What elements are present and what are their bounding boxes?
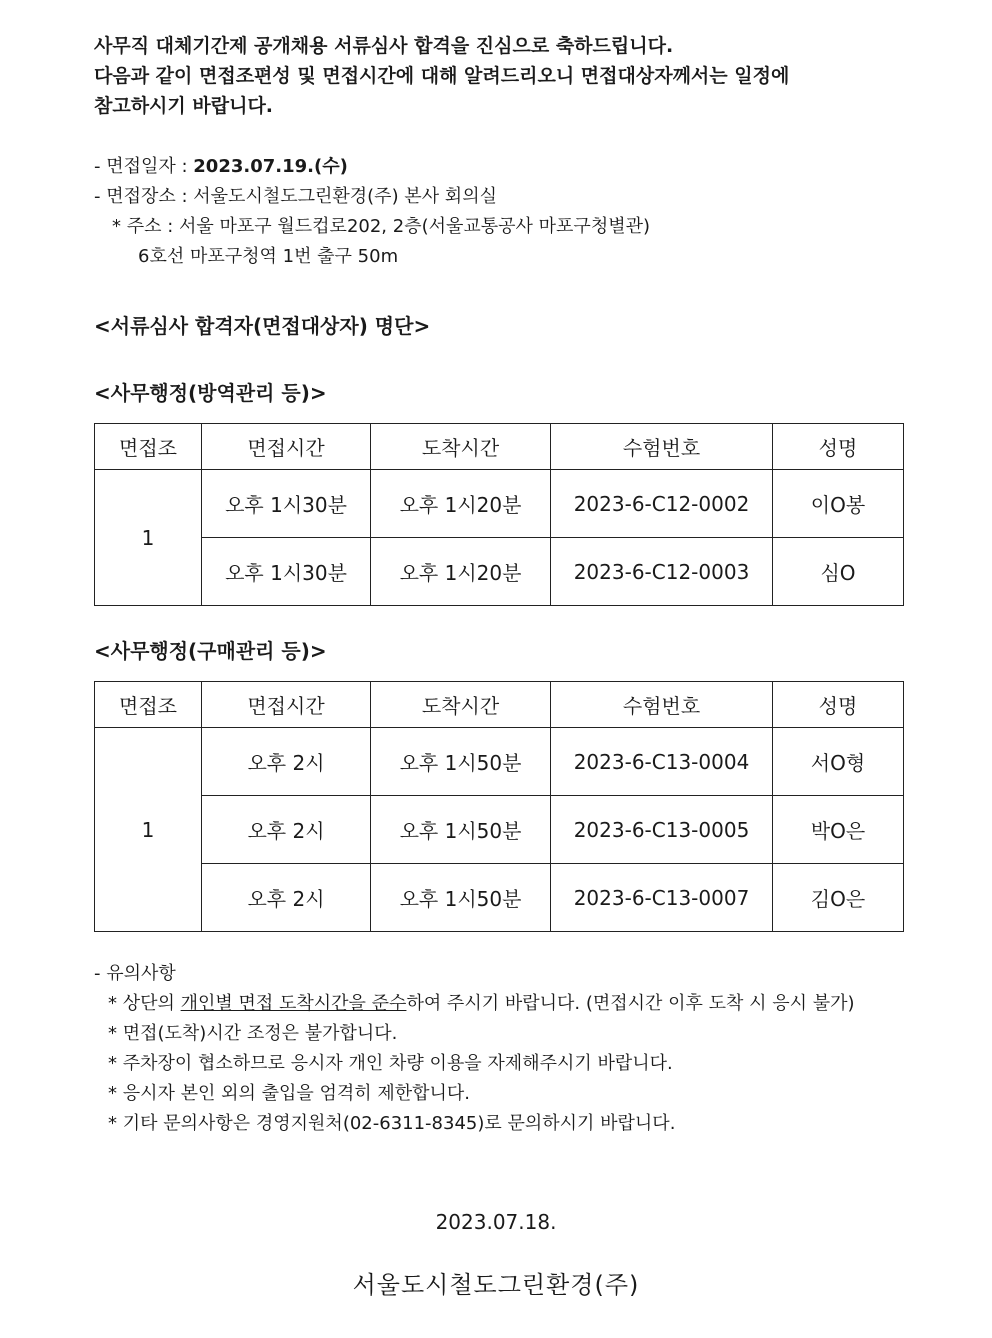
interview-date-label: - 면접일자 : xyxy=(94,156,194,177)
table-row xyxy=(95,538,904,606)
arrival-cell: 오후 1시50분 xyxy=(371,864,551,932)
col-header-name: 성명 xyxy=(773,424,904,470)
interview-address: * 주소 : 서울 마포구 월드컵로202, 2층(서울교통공사 마포구청별관) xyxy=(112,216,651,237)
col-header-name: 성명 xyxy=(773,682,904,728)
table-row xyxy=(95,864,904,932)
intro-line-3: 참고하시기 바랍니다. xyxy=(94,95,274,117)
list-title: <서류심사 합격자(면접대상자) 명단> xyxy=(94,314,431,338)
interview-directions: 6호선 마포구청역 1번 출구 50m xyxy=(138,246,399,267)
note-item: * 주차장이 협소하므로 응시자 개인 차량 이용을 자제해주시기 바랍니다. xyxy=(108,1053,673,1074)
intro-text xyxy=(94,31,914,121)
table-row xyxy=(95,728,904,796)
arrival-cell: 오후 1시20분 xyxy=(371,538,551,606)
table-row xyxy=(95,470,904,538)
interview-info xyxy=(94,152,650,272)
interview-place: - 면접장소 : 서울도시철도그린환경(주) 본사 회의실 xyxy=(94,186,497,207)
time-cell: 오후 2시 xyxy=(202,864,371,932)
table-purchasing xyxy=(94,681,904,932)
table-disinfection xyxy=(94,423,904,606)
number-cell: 2023-6-C13-0005 xyxy=(551,796,773,864)
time-cell: 오후 1시30분 xyxy=(202,470,371,538)
note-1-suffix: 하여 주시기 바랍니다. (면접시간 이후 도착 시 응시 불가) xyxy=(406,993,855,1014)
col-header-arrival: 도착시간 xyxy=(371,424,551,470)
note-item xyxy=(94,989,904,1019)
notes-section xyxy=(94,959,904,1139)
name-cell: 이O봉 xyxy=(773,470,904,538)
table1-title: <사무행정(방역관리 등)> xyxy=(94,381,327,405)
company-name: 서울도시철도그린환경(주) xyxy=(352,1271,640,1299)
note-item: * 응시자 본인 외의 출입을 엄격히 제한합니다. xyxy=(108,1083,471,1104)
note-1-underlined: 개인별 면접 도착시간을 준수 xyxy=(180,993,407,1014)
col-header-group: 면접조 xyxy=(95,424,202,470)
table2-title: <사무행정(구매관리 등)> xyxy=(94,639,327,663)
col-header-number: 수험번호 xyxy=(551,682,773,728)
intro-line-1: 사무직 대체기간제 공개채용 서류심사 합격을 진심으로 축하드립니다. xyxy=(94,35,674,57)
col-header-arrival: 도착시간 xyxy=(371,682,551,728)
note-item: * 면접(도착)시간 조정은 불가합니다. xyxy=(108,1023,398,1044)
number-cell: 2023-6-C12-0002 xyxy=(551,470,773,538)
time-cell: 오후 1시30분 xyxy=(202,538,371,606)
name-cell: 심O xyxy=(773,538,904,606)
col-header-group: 면접조 xyxy=(95,682,202,728)
intro-line-2: 다음과 같이 면접조편성 및 면접시간에 대해 알려드리오니 면접대상자께서는 일정에 xyxy=(94,65,790,87)
table-row xyxy=(95,796,904,864)
interview-date xyxy=(94,152,650,182)
col-header-time: 면접시간 xyxy=(202,682,371,728)
col-header-time: 면접시간 xyxy=(202,424,371,470)
number-cell: 2023-6-C13-0004 xyxy=(551,728,773,796)
time-cell: 오후 2시 xyxy=(202,796,371,864)
name-cell: 김O은 xyxy=(773,864,904,932)
group-cell: 1 xyxy=(95,470,202,606)
table-header-row xyxy=(95,424,904,470)
arrival-cell: 오후 1시50분 xyxy=(371,796,551,864)
table-header-row xyxy=(95,682,904,728)
number-cell: 2023-6-C12-0003 xyxy=(551,538,773,606)
note-1-prefix: * 상단의 xyxy=(108,993,181,1014)
notes-heading: - 유의사항 xyxy=(94,963,176,984)
note-item: * 기타 문의사항은 경영지원처(02-6311-8345)로 문의하시기 바랍니다. xyxy=(108,1113,676,1134)
interview-date-value: 2023.07.19.(수) xyxy=(193,156,348,177)
time-cell: 오후 2시 xyxy=(202,728,371,796)
name-cell: 박O은 xyxy=(773,796,904,864)
issue-date: 2023.07.18. xyxy=(435,1210,557,1234)
arrival-cell: 오후 1시50분 xyxy=(371,728,551,796)
group-cell: 1 xyxy=(95,728,202,932)
number-cell: 2023-6-C13-0007 xyxy=(551,864,773,932)
name-cell: 서O형 xyxy=(773,728,904,796)
col-header-number: 수험번호 xyxy=(551,424,773,470)
arrival-cell: 오후 1시20분 xyxy=(371,470,551,538)
